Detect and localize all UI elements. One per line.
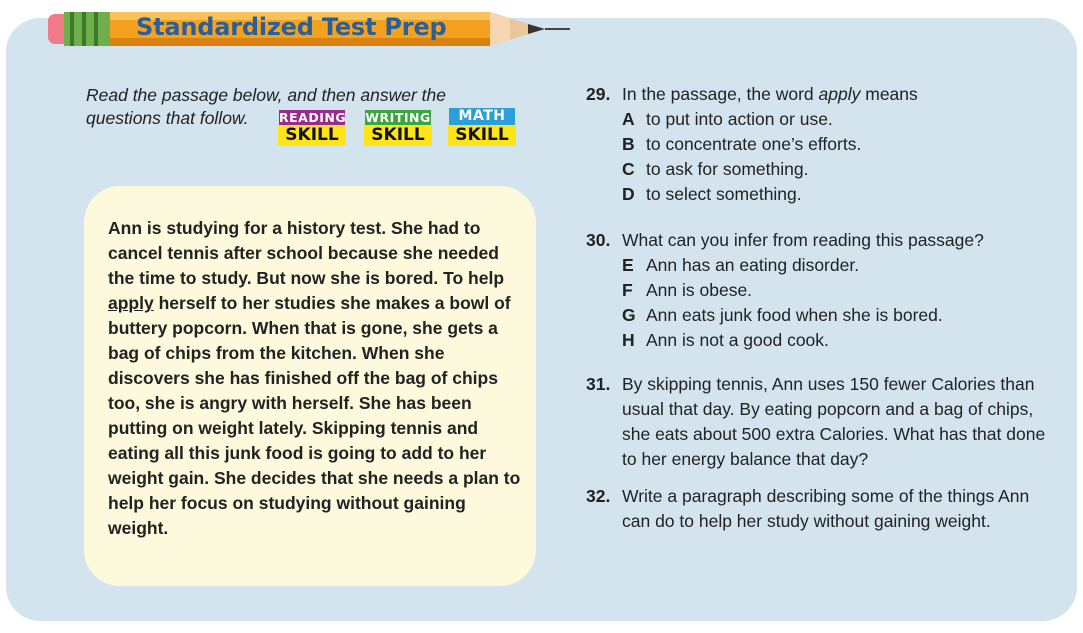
answer-option[interactable] <box>622 157 1056 182</box>
question-30 <box>586 228 1056 353</box>
passage-underlined-word: apply <box>108 293 154 313</box>
option-letter: D <box>622 184 635 204</box>
option-text: Ann is obese. <box>646 280 753 300</box>
passage-part: herself to her studies she makes a bowl of buttery popcorn. When that is gone, she gets a bag of chips from the kitchen. When she discovers she has finished off the bag of chips too, she is angry with herself. She has been putting on weight lately. Skipping tennis and eating all this junk food is going to add to her weight gain. She decides that she needs a plan to help her focus on studying without gaining weight. <box>108 293 521 538</box>
badge-label: MATH <box>449 108 515 125</box>
writing-skill-badge <box>364 110 432 146</box>
answer-option[interactable] <box>622 182 1056 207</box>
passage-part: Ann is studying for a history test. She had to cancel tennis after school because she needed the time to study. But now she is bored. To help <box>108 218 505 288</box>
question-stem <box>622 82 1056 107</box>
reading-skill-badge <box>278 110 346 146</box>
option-letter: A <box>622 109 635 129</box>
question-number: 29. <box>586 84 611 104</box>
option-text: Ann eats junk food when she is bored. <box>646 305 943 325</box>
stem-italic-word: apply <box>818 84 861 104</box>
answer-option[interactable] <box>622 328 1056 353</box>
question-stem: What can you infer from reading this passage? <box>622 230 984 250</box>
option-text: Ann has an eating disorder. <box>646 255 860 275</box>
passage-text <box>108 216 528 541</box>
intro-text: Read the passage below, and then answer the questions that follow. <box>86 85 446 128</box>
question-31 <box>586 372 1056 472</box>
option-text: to concentrate one’s efforts. <box>646 134 862 154</box>
answer-option[interactable] <box>622 107 1056 132</box>
passage-box <box>84 186 536 586</box>
question-number: 32. <box>586 486 611 506</box>
badge-label: WRITING <box>365 110 431 125</box>
question-number: 30. <box>586 230 611 250</box>
option-text: to put into action or use. <box>646 109 833 129</box>
option-letter: B <box>622 134 635 154</box>
answer-option[interactable] <box>622 132 1056 157</box>
option-text: to ask for something. <box>646 159 809 179</box>
answer-option[interactable] <box>622 303 1056 328</box>
stem-part: means <box>860 84 918 104</box>
question-stem: Write a paragraph describing some of the things Ann can do to help her study without gaining weight. <box>622 486 1030 531</box>
option-text: Ann is not a good cook. <box>646 330 829 350</box>
question-stem: By skipping tennis, Ann uses 150 fewer Calories than usual that day. By eating popcorn and a bag of chips, she eats about 500 extra Calories. What has that done to her energy balance that day? <box>622 374 1046 469</box>
question-32 <box>586 484 1056 534</box>
option-letter: E <box>622 255 634 275</box>
badge-skill: SKILL <box>364 125 432 146</box>
question-29 <box>586 82 1056 207</box>
option-letter: G <box>622 305 636 325</box>
option-letter: C <box>622 159 635 179</box>
badge-skill: SKILL <box>278 125 346 146</box>
option-text: to select something. <box>646 184 802 204</box>
badge-skill: SKILL <box>448 125 516 146</box>
option-letter: F <box>622 280 633 300</box>
page-title: Standardized Test Prep <box>136 13 447 41</box>
stem-part: In the passage, the word <box>622 84 819 104</box>
badge-label: READING <box>279 110 347 125</box>
answer-option[interactable] <box>622 253 1056 278</box>
math-skill-badge <box>448 108 516 144</box>
option-letter: H <box>622 330 635 350</box>
question-number: 31. <box>586 374 611 394</box>
answer-option[interactable] <box>622 278 1056 303</box>
